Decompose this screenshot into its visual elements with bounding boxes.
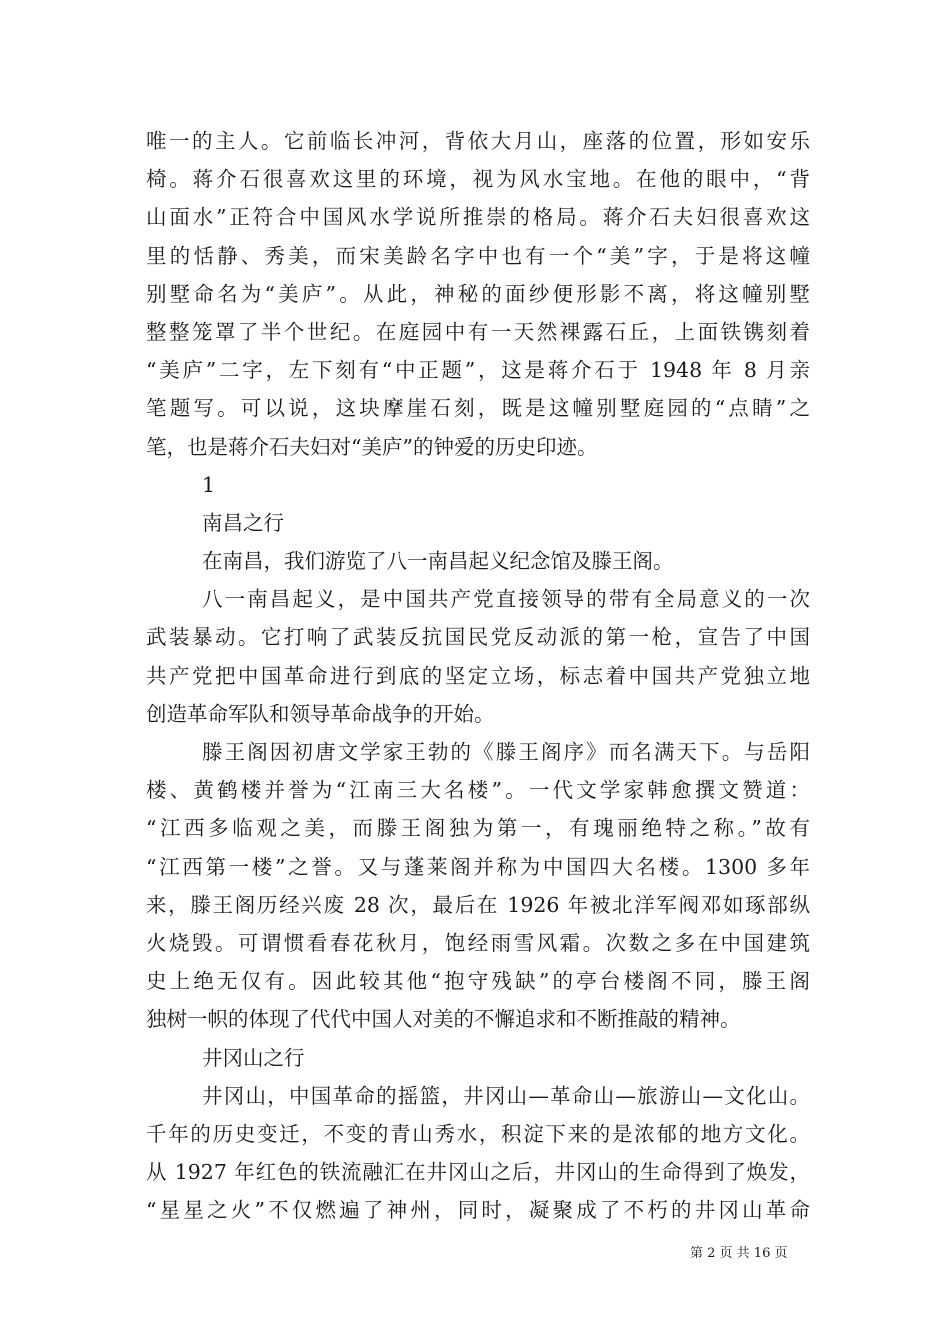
text-line: 滕王阁因初唐文学家王勃的《滕王阁序》而名满天下。与岳阳 [202, 740, 810, 764]
text-line: 创造革命军队和领导革命战争的开始。 [146, 701, 495, 726]
text-line: 别墅命名为“美庐”。从此，神秘的面纱便形影不离，将这幢别墅 [146, 281, 810, 306]
text-line: 千年的历史变迁，不变的青山秀水，积淀下来的是浓郁的地方文化。 [146, 1121, 810, 1146]
text-line: “江西多临观之美，而滕王阁独为第一，有瑰丽绝特之称。”故有 [146, 816, 810, 841]
text-line: 共产党把中国革命进行到底的坚定立场，标志着中国共产党独立地 [146, 663, 810, 688]
text-line: 楼、黄鹤楼并誉为“江南三大名楼”。一代文学家韩愈撰文赞道： [146, 778, 810, 803]
text-line: 武装暴动。它打响了武装反抗国民党反动派的第一枪，宣告了中国 [146, 625, 810, 650]
text-line: 唯一的主人。它前临长冲河，背依大月山，座落的位置，形如安乐 [146, 129, 810, 153]
document-body [146, 122, 810, 1229]
page-number-footer: 第 2 页 共 16 页 [690, 1246, 788, 1261]
text-line: 南昌之行 [202, 510, 284, 535]
text-line: 1 [202, 472, 216, 497]
text-line: 八一南昌起义，是中国共产党直接领导的带有全局意义的一次 [202, 587, 810, 612]
text-line: 从 1927 年红色的铁流融汇在井冈山之后，井冈山的生命得到了焕发， [146, 1160, 810, 1185]
text-line: “美庐”二字，左下刻有“中正题”，这是蒋介石于 1948 年 8 月亲 [146, 358, 810, 383]
text-line: 井冈山，中国革命的摇篮，井冈山—革命山—旅游山—文化山。 [202, 1083, 810, 1108]
text-line: 笔，也是蒋介石夫妇对“美庐”的钟爱的历史印迹。 [146, 434, 598, 459]
text-line: 山面水”正符合中国风水学说所推崇的格局。蒋介石夫妇很喜欢这 [146, 205, 810, 230]
text-line: 椅。蒋介石很喜欢这里的环境，视为风水宝地。在他的眼中，“背 [146, 167, 810, 192]
text-line: 笔题写。可以说，这块摩崖石刻，既是这幢别墅庭园的“点睛”之 [146, 396, 810, 421]
text-line: 来，滕王阁历经兴废 28 次，最后在 1926 年被北洋军阀邓如琢部纵 [146, 892, 810, 917]
text-line: “江西第一楼”之誉。又与蓬莱阁并称为中国四大名楼。1300 多年 [146, 854, 810, 879]
text-line: 在南昌，我们游览了八一南昌起义纪念馆及滕王阁。 [202, 549, 674, 574]
text-line: 整整笼罩了半个世纪。在庭园中有一天然裸露石丘，上面铁镌刻着 [146, 319, 810, 344]
text-line: 火烧毁。可谓惯看春花秋月，饱经雨雪风霜。次数之多在中国建筑 [146, 930, 810, 955]
text-line: 史上绝无仅有。因此较其他“抱守残缺”的亭台楼阁不同，滕王阁 [146, 969, 810, 994]
text-line: 里的恬静、秀美，而宋美龄名字中也有一个“美”字，于是将这幢 [146, 243, 810, 268]
text-line: 井冈山之行 [202, 1045, 305, 1070]
text-line: 独树一帜的体现了代代中国人对美的不懈追求和不断推敲的精神。 [146, 1007, 741, 1032]
text-line: “星星之火”不仅燃遍了神州，同时，凝聚成了不朽的井冈山革命 [146, 1198, 810, 1223]
